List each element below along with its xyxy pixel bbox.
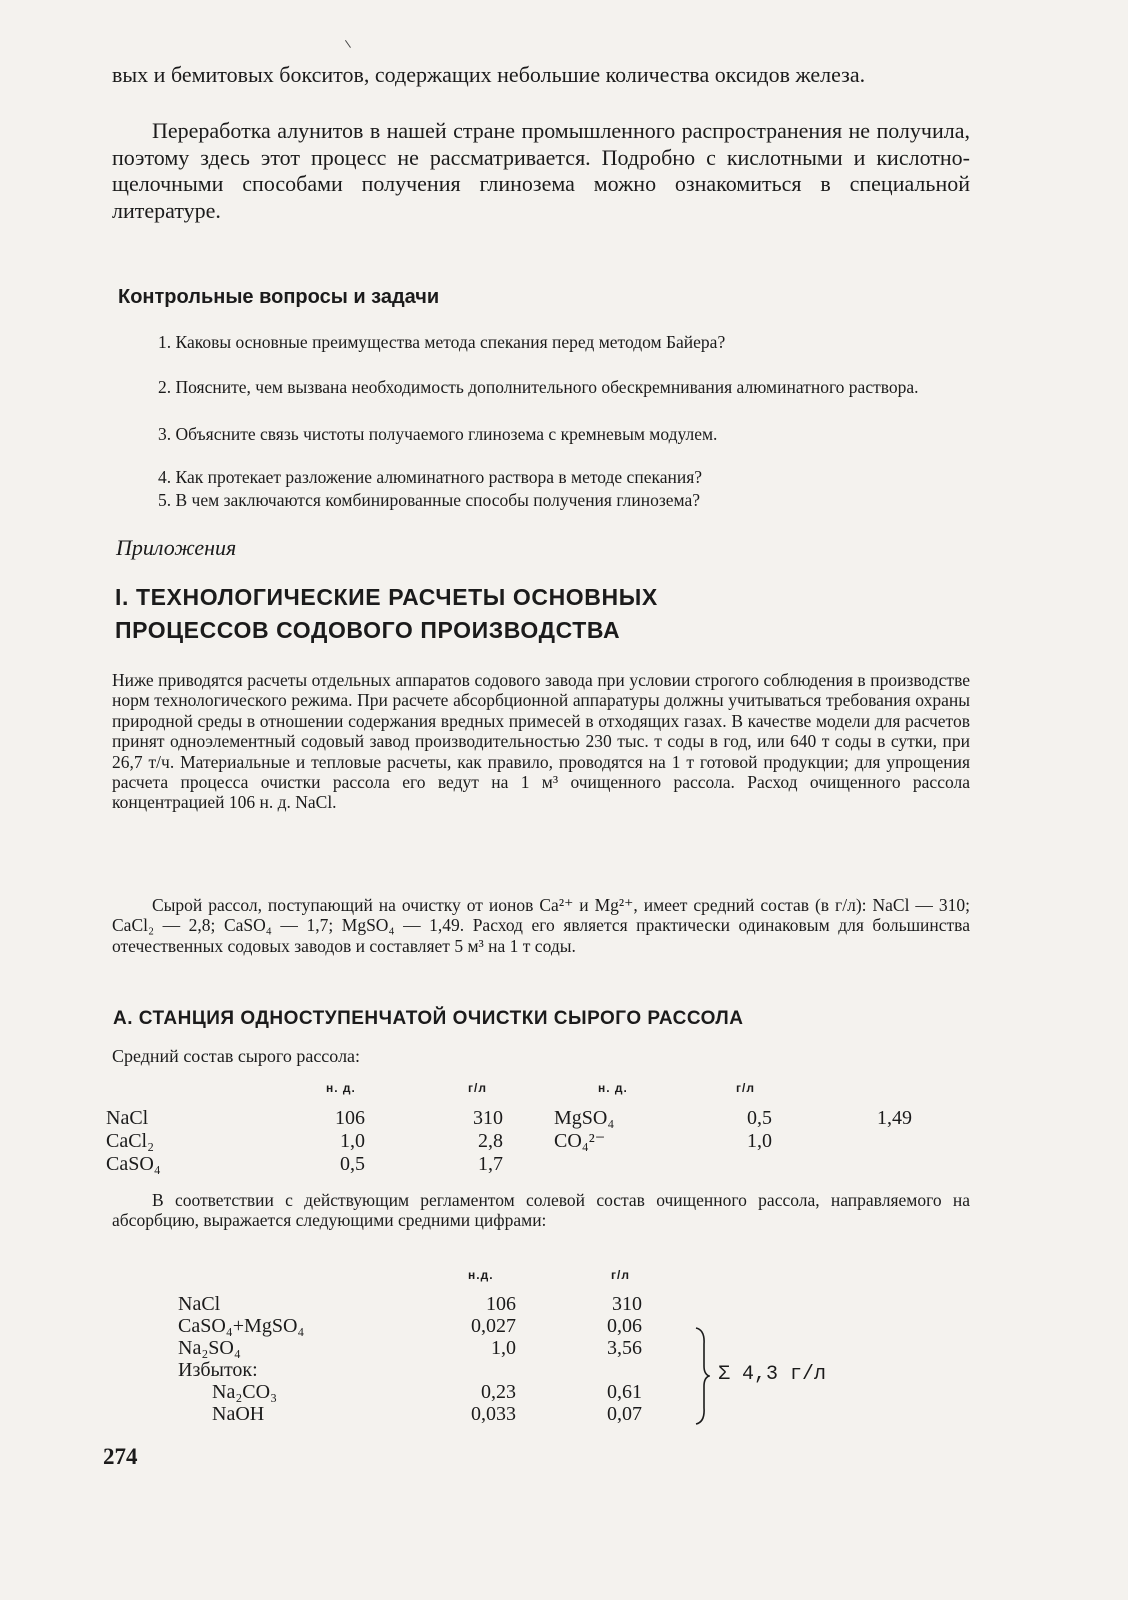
table1-cell-nd: 106	[335, 1107, 365, 1129]
body-paragraph-3: В соответствии с действующим регламентом солевой состав очищенного рассола, направляемого на абсорбцию, выражается следующими средними цифрами:	[112, 1190, 970, 1231]
question-item: 1. Каковы основные преимущества метода спекания перед методом Байера?	[158, 332, 726, 352]
sum-label: Σ 4,3 г/л	[718, 1363, 827, 1386]
table2-header-nd: н.д.	[468, 1268, 494, 1282]
section-title-line-1: I. ТЕХНОЛОГИЧЕСКИЕ РАСЧЕТЫ ОСНОВНЫХ	[115, 584, 658, 610]
table2-header-gl: г/л	[611, 1268, 630, 1282]
section-title	[115, 581, 658, 647]
table2-cell-gl: 310	[612, 1293, 642, 1315]
page-number: 274	[103, 1444, 138, 1469]
table1-cell-name: CaCl₂	[106, 1130, 155, 1152]
table1-header-nd: н. д.	[598, 1081, 628, 1095]
table1-cell-gl: 1,7	[478, 1153, 503, 1175]
table1-cell-gl: 310	[473, 1107, 503, 1129]
table1-cell-gl: 1,49	[877, 1107, 912, 1129]
table1-header-nd: н. д.	[326, 1081, 356, 1095]
table2-cell-nd: 106	[486, 1293, 516, 1315]
table1-header-gl: г/л	[468, 1081, 487, 1095]
question-item: 3. Объясните связь чистоты получаемого глинозема с кремневым модулем.	[158, 424, 718, 444]
table2-cell-nd: 1,0	[491, 1337, 516, 1359]
table1-caption: Средний состав сырого рассола:	[112, 1046, 361, 1066]
question-item: 4. Как протекает разложение алюминатного раствора в методе спекания?	[158, 467, 703, 487]
stray-mark	[345, 37, 355, 48]
table1-header-gl: г/л	[736, 1081, 755, 1095]
table1-cell-nd: 1,0	[747, 1130, 772, 1152]
table2-cell-nd: 0,033	[471, 1403, 516, 1425]
body-paragraph-1: Ниже приводятся расчеты отдельных аппаратов содового завода при условии строгого соблюдения в производстве норм технологического режима. При расчете абсорбционной аппаратуры должны учитываться требования охраны природной среды в отношении содержания вредных примесей в отходящих газах. В качестве модели для расчетов принят одноэлементный содовый завод производительностью 230 тыс. т соды в год, или 640 т соды в сутки, при 26,7 т/ч. Материальные и тепловые расчеты, как правило, проводятся на 1 т готовой продукции; для упрощения расчета процесса очистки рассола его ведут на 1 м³ очищенного рассола. Расход очищенного рассола концентрацией 106 н. д. NaCl.	[112, 670, 970, 813]
question-item: 5. В чем заключаются комбинированные способы получения глинозема?	[158, 490, 701, 510]
table2-cell-nd: 0,23	[481, 1381, 516, 1403]
table2-cell-gl: 0,07	[607, 1403, 642, 1425]
question-item: 2. Поясните, чем вызвана необходимость дополнительного обескремнивания алюминатного раствора.	[158, 377, 919, 397]
section-title-line-2: ПРОЦЕССОВ СОДОВОГО ПРОИЗВОДСТВА	[115, 617, 621, 643]
table1-cell-name: CO₄²⁻	[554, 1130, 606, 1152]
table2-cell-gl: 3,56	[607, 1337, 642, 1359]
body-paragraph-2: Сырой рассол, поступающий на очистку от ионов Ca²⁺ и Mg²⁺, имеет средний состав (в г/л): NaCl — 310; CaCl₂ — 2,8; CaSO₄ — 1,7; MgSO₄ — 1,49. Расход его является практически одинаковым для большинства отечественных содовых заводов и составляет 5 м³ на 1 т соды.	[112, 895, 970, 956]
table2-cell-name: NaOH	[212, 1403, 265, 1425]
table1-cell-gl: 2,8	[478, 1130, 503, 1152]
intro-paragraph: Переработка алунитов в нашей стране промышленного распространения не получила, поэтому здесь этот процесс не рассматривается. Подробно с кислотными и кислотно-щелочными способами получения глинозема можно ознакомиться в специальной литературе.	[112, 118, 970, 223]
intro-continuation: вых и бемитовых бокситов, содержащих небольшие количества оксидов железа.	[112, 62, 866, 87]
table1-cell-name: MgSO₄	[554, 1107, 615, 1129]
table2-cell-nd: 0,027	[471, 1315, 516, 1337]
table2-cell-name: Na₂SO₄	[178, 1337, 241, 1359]
table1-cell-nd: 0,5	[747, 1107, 772, 1129]
table2-cell-name: Избыток:	[178, 1359, 258, 1381]
table1-cell-nd: 0,5	[340, 1153, 365, 1175]
questions-title: Контрольные вопросы и задачи	[118, 286, 440, 308]
table2-cell-gl: 0,06	[607, 1315, 642, 1337]
brace-icon	[694, 1326, 710, 1426]
table2-cell-gl: 0,61	[607, 1381, 642, 1403]
table1-cell-name: CaSO₄	[106, 1153, 161, 1175]
appendix-label: Приложения	[116, 535, 237, 560]
table2-cell-name: NaCl	[178, 1293, 221, 1315]
table2-cell-name: CaSO₄+MgSO₄	[178, 1315, 305, 1337]
subsection-title: А. СТАНЦИЯ ОДНОСТУПЕНЧАТОЙ ОЧИСТКИ СЫРОГО РАССОЛА	[113, 1008, 744, 1029]
table2-cell-name: Na₂CO₃	[212, 1381, 278, 1403]
table1-cell-nd: 1,0	[340, 1130, 365, 1152]
table1-cell-name: NaCl	[106, 1107, 149, 1129]
